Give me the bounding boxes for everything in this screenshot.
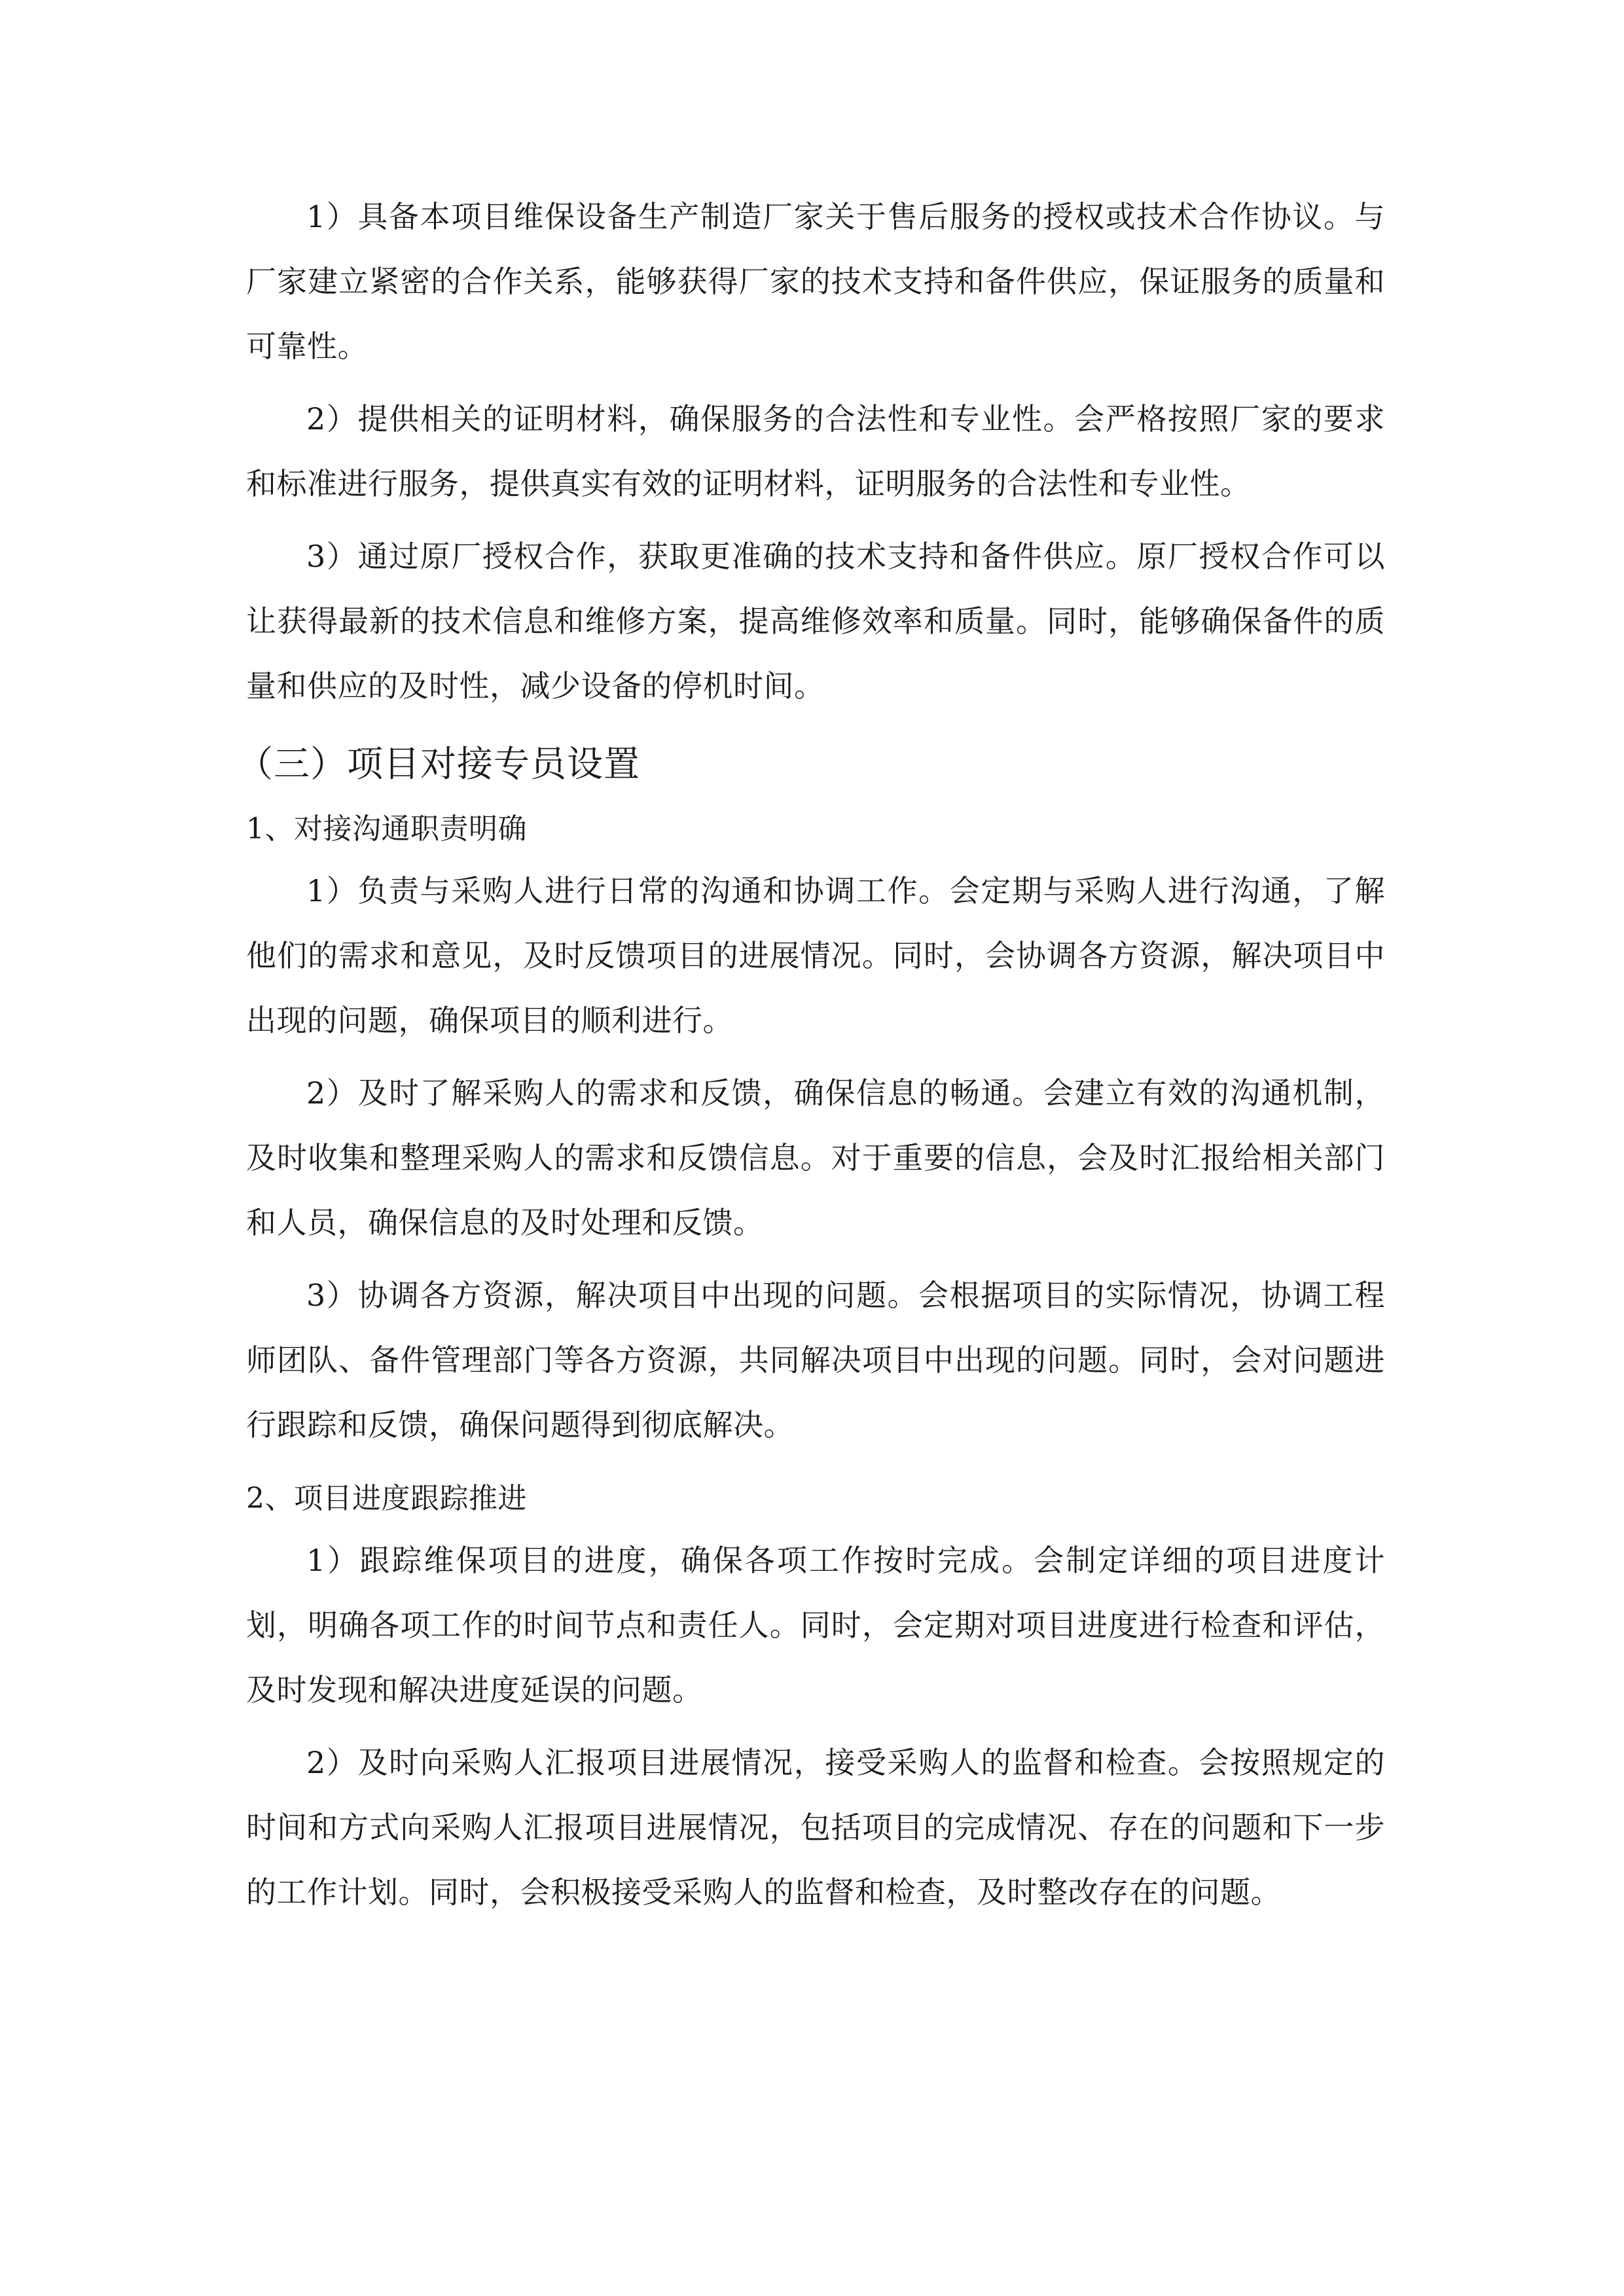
subsection-1-item-1: 1）负责与采购人进行日常的沟通和协调工作。会定期与采购人进行沟通，了解他们的需求和意见，及时反馈项目的进展情况。同时，会协调各方资源，解决项目中出现的问题，确保项目的顺利进行。 [246, 873, 1385, 1038]
subsection-1-title: 1、对接沟通职责明确 [246, 812, 527, 846]
intro-item-3: 3）通过原厂授权合作，获取更准确的技术支持和备件供应。原厂授权合作可以让获得最新的技术信息和维修方案，提高维修效率和质量。同时，能够确保备件的质量和供应的及时性，减少设备的停机时间。 [246, 539, 1385, 704]
section-heading: （三）项目对接专员设置 [237, 743, 641, 785]
subsection-2-item-2: 2）及时向采购人汇报项目进展情况，接受采购人的监督和检查。会按照规定的时间和方式向采购人汇报项目进展情况，包括项目的完成情况、存在的问题和下一步的工作计划。同时，会积极接受采购人的监督和检查，及时整改存在的问题。 [246, 1745, 1385, 1910]
intro-item-2: 2）提供相关的证明材料，确保服务的合法性和专业性。会严格按照厂家的要求和标准进行服务，提供真实有效的证明材料，证明服务的合法性和专业性。 [246, 401, 1385, 501]
subsection-1-item-2: 2）及时了解采购人的需求和反馈，确保信息的畅通。会建立有效的沟通机制，及时收集和整理采购人的需求和反馈信息。对于重要的信息，会及时汇报给相关部门和人员，确保信息的及时处理和反馈。 [246, 1075, 1385, 1240]
intro-item-1: 1）具备本项目维保设备生产制造厂家关于售后服务的授权或技术合作协议。与厂家建立紧密的合作关系，能够获得厂家的技术支持和备件供应，保证服务的质量和可靠性。 [246, 199, 1385, 364]
subsection-2-title: 2、项目进度跟踪推进 [246, 1482, 527, 1515]
subsection-1-item-3: 3）协调各方资源，解决项目中出现的问题。会根据项目的实际情况，协调工程师团队、备件管理部门等各方资源，共同解决项目中出现的问题。同时，会对问题进行跟踪和反馈，确保问题得到彻底解决。 [246, 1278, 1385, 1443]
document-body [237, 185, 1385, 1925]
subsection-2-item-1: 1）跟踪维保项目的进度，确保各项工作按时完成。会制定详细的项目进度计划，明确各项工作的时间节点和责任人。同时，会定期对项目进度进行检查和评估，及时发现和解决进度延误的问题。 [246, 1543, 1385, 1708]
